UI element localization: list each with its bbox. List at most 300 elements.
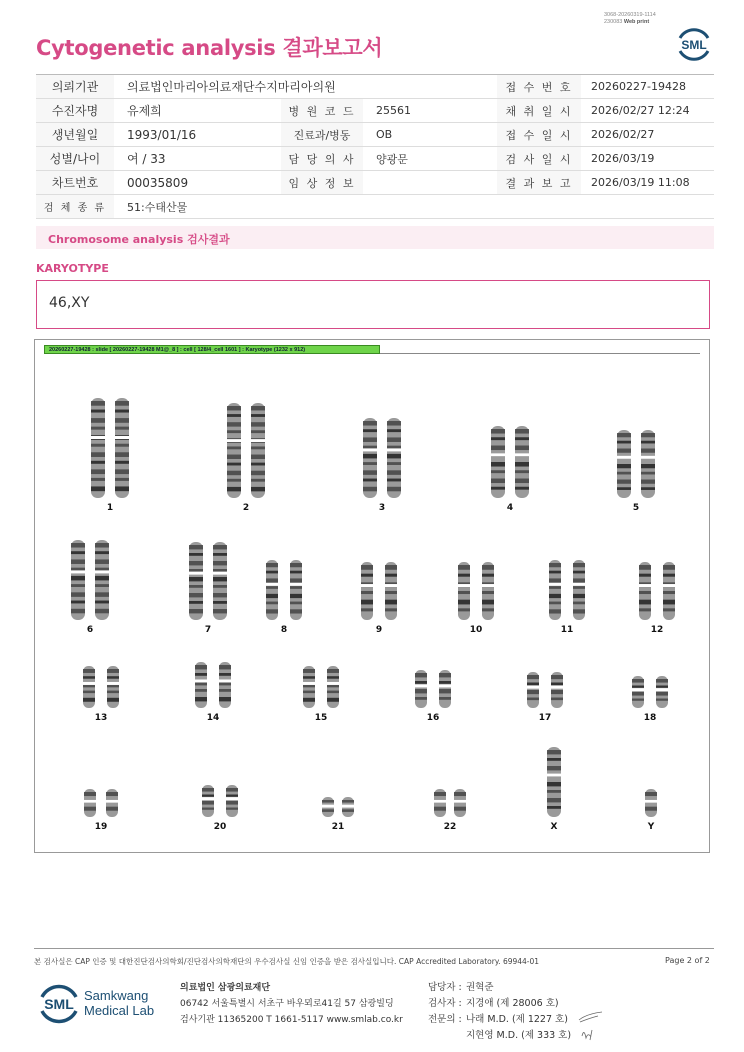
chromosome-band <box>385 565 397 570</box>
chromosome-band <box>551 675 563 679</box>
chromosome-band <box>303 698 315 702</box>
centromere <box>94 570 110 573</box>
chromosome-18 <box>631 676 669 723</box>
chromosome-band <box>515 437 529 440</box>
chromosome-band <box>251 479 265 482</box>
chromosome-band <box>663 591 675 594</box>
chromosome-band <box>226 795 238 797</box>
chromosome-band <box>91 444 105 447</box>
chromosome-band <box>639 600 651 605</box>
chromosome-band <box>227 463 241 466</box>
chromosome-band <box>251 487 265 491</box>
chromosome-band <box>195 689 207 692</box>
chromosome-band <box>639 574 651 577</box>
chromosome-17 <box>526 672 564 723</box>
dept-value: OB <box>376 128 393 141</box>
chromosome-5 <box>616 430 656 513</box>
sml-logo-bottom <box>36 980 82 1026</box>
chromosome-band <box>322 800 334 803</box>
chromosome-19 <box>83 789 119 832</box>
chromosome-band <box>115 452 129 457</box>
chromosome-band <box>491 429 505 434</box>
chromosome-band <box>195 665 207 669</box>
specialist-name-1: 나래 M.D. (제 1227 호) <box>466 1014 568 1025</box>
chromosome-band <box>226 801 238 805</box>
sex-label: 성별/나이 <box>36 147 114 170</box>
chromosome-label: 14 <box>206 713 220 723</box>
doctor-value: 양광문 <box>376 152 408 166</box>
chromosome-13 <box>82 666 120 723</box>
chromosome-6 <box>70 540 110 635</box>
chromosome-band <box>515 446 529 451</box>
chromosome-band <box>515 479 529 484</box>
chromosome-band <box>439 689 451 693</box>
chromosome-band <box>219 697 231 701</box>
chromosome-band <box>639 591 651 594</box>
chromosome-band <box>387 470 401 475</box>
receipt-no-label: 접 수 번 호 <box>497 75 581 98</box>
chromosome-band <box>491 479 505 484</box>
chromosome-band <box>656 686 668 688</box>
section-title: Chromosome analysis 검사결과 <box>36 226 714 249</box>
chromosome-band <box>71 568 85 571</box>
centromere <box>250 439 266 442</box>
chromosome-band <box>251 414 265 417</box>
chromosome-band <box>549 563 561 567</box>
chromosome-band <box>327 676 339 679</box>
chromosome-band <box>227 455 241 459</box>
centromere <box>644 800 658 803</box>
chromosome-label: 19 <box>94 822 108 832</box>
chromosome-7 <box>188 542 228 635</box>
chromosome-label: 7 <box>204 625 212 635</box>
chromosome-band <box>189 545 203 549</box>
centromere <box>341 805 355 808</box>
centromere <box>616 456 632 459</box>
centromere <box>83 800 97 803</box>
centromere <box>360 584 374 587</box>
chromosome-band <box>617 480 631 484</box>
chromosome-band <box>251 406 265 410</box>
test-date-value: 2026/03/19 <box>591 152 655 165</box>
chromosome-band <box>213 545 227 549</box>
chromosome-band <box>251 422 265 426</box>
chromosome-band <box>227 479 241 482</box>
chromosome-band <box>385 574 397 577</box>
chromosome-band <box>387 479 401 482</box>
receipt-date-value: 2026/02/27 <box>591 128 655 141</box>
chromosome-band <box>363 446 377 449</box>
print-code: 3068-20260319-1114 230083 Web print <box>604 12 656 25</box>
chromatid <box>115 398 129 498</box>
chromosome-band <box>202 795 214 797</box>
chromosome-band <box>439 673 451 677</box>
chromosome-band <box>439 681 451 684</box>
centromere <box>212 572 228 575</box>
page-number: Page 2 of 2 <box>665 956 710 965</box>
chromosome-band <box>189 577 203 581</box>
chromosome-band <box>547 758 561 761</box>
chromosome-band <box>227 446 241 449</box>
centromere <box>225 797 239 800</box>
chromosome-3 <box>362 418 402 513</box>
chromosome-band <box>434 792 446 796</box>
centromere <box>631 688 645 691</box>
chromosome-band <box>106 792 118 796</box>
chromosome-band <box>458 591 470 594</box>
chromosome-band <box>549 578 561 582</box>
chromosome-X <box>546 747 562 832</box>
page-title: Cytogenetic analysis 결과보고서 <box>36 36 383 60</box>
chromosome-band <box>547 798 561 802</box>
centromere <box>514 453 530 456</box>
chromosome-band <box>115 418 129 423</box>
chromosome-band <box>641 472 655 475</box>
chromosome-band <box>226 808 238 810</box>
chromosome-band <box>617 441 631 444</box>
chromosome-label: 5 <box>632 503 640 513</box>
chromosome-band <box>656 692 668 696</box>
chromosome-band <box>290 571 302 574</box>
chromosome-band <box>106 807 118 811</box>
centromere <box>662 584 676 587</box>
chromosome-band <box>549 609 561 613</box>
chromosome-band <box>266 609 278 613</box>
chromosome-band <box>342 809 354 812</box>
chromosome-band <box>387 487 401 492</box>
org-name: 의료법인 삼광의료재단 <box>180 983 271 993</box>
centromere <box>218 679 232 682</box>
chromosome-12 <box>638 562 676 635</box>
org-contact: 검사기관 11365200 T 1661-5117 www.smlab.co.kr <box>180 1015 403 1025</box>
info-row <box>36 75 714 99</box>
doctor-label: 담 당 의 사 <box>281 147 363 170</box>
chromosome-band <box>385 608 397 611</box>
test-date-label: 검 사 일 시 <box>497 147 581 170</box>
centromere <box>433 800 447 803</box>
chromosome-band <box>251 446 265 449</box>
chromosome-label: 8 <box>280 625 288 635</box>
chromosome-band <box>363 421 377 426</box>
chromosome-band <box>213 553 227 556</box>
chromosome-band <box>266 602 278 605</box>
chromosome-band <box>91 469 105 474</box>
chromosome-band <box>83 698 95 702</box>
chromosome-band <box>95 576 109 581</box>
chromosome-band <box>266 563 278 567</box>
centromere <box>201 797 215 800</box>
birth-value: 1993/01/16 <box>127 127 197 142</box>
centromere <box>194 679 208 682</box>
chromosome-label: 4 <box>506 503 514 513</box>
chromosome-band <box>663 608 675 611</box>
chromosome-band <box>189 553 203 556</box>
karyotype-result: 46,XY <box>36 280 710 329</box>
chromosome-band <box>573 602 585 605</box>
clinical-value <box>363 171 497 194</box>
chromosome-band <box>219 673 231 676</box>
chromosome-band <box>71 584 85 587</box>
chromosome-band <box>290 586 302 589</box>
chromosome-band <box>83 691 95 694</box>
requester-label: 의뢰기관 <box>36 75 114 98</box>
chromosome-band <box>71 543 85 548</box>
centromere <box>526 686 540 689</box>
chromosome-label: X <box>550 822 558 832</box>
chromosome-band <box>363 470 377 475</box>
patient-info-table <box>36 74 714 219</box>
chromosome-band <box>266 571 278 574</box>
accreditation-note: 본 검사실은 CAP 인증 및 대한진단검사의학회/진단검사의학재단의 우수검사실 신임 인증을 받은 검사실입니다. CAP Accredited Laboratory. 69944-01 <box>34 957 540 966</box>
chromosome-band <box>195 673 207 676</box>
chromosome-band <box>251 455 265 459</box>
chromatid <box>227 403 241 498</box>
chromosome-band <box>71 559 85 564</box>
chromosome-2 <box>226 403 266 513</box>
karyogram <box>35 340 711 854</box>
chromosome-band <box>515 470 529 473</box>
chromosome-Y <box>644 789 658 832</box>
chromosome-band <box>219 665 231 669</box>
chromosome-band <box>290 602 302 605</box>
chromosome-band <box>387 454 401 459</box>
chromosome-label: 20 <box>213 822 227 832</box>
chromosome-band <box>219 689 231 692</box>
chromosome-band <box>115 461 129 464</box>
centromere <box>572 583 586 586</box>
chart-label: 차트번호 <box>36 171 114 194</box>
chromosome-label: 9 <box>375 625 383 635</box>
centromere <box>289 583 303 586</box>
chromosome-band <box>115 486 129 491</box>
chromosome-band <box>361 600 373 605</box>
chromosome-band <box>363 429 377 432</box>
chromosome-4 <box>490 426 530 513</box>
chromosome-band <box>385 591 397 594</box>
chromosome-band <box>202 801 214 805</box>
collect-value: 2026/02/27 12:24 <box>591 104 690 117</box>
chromosome-band <box>95 543 109 548</box>
centromere <box>384 584 398 587</box>
chromosome-band <box>251 471 265 475</box>
specialist-name-2: 지현영 M.D. (제 333 호) <box>466 1030 572 1041</box>
chromosome-band <box>617 449 631 453</box>
chromosome-label: 11 <box>560 625 574 635</box>
chromosome-band <box>551 698 563 701</box>
chromosome-band <box>491 437 505 440</box>
report-label: 결 과 보 고 <box>497 171 581 194</box>
chromosome-band <box>266 586 278 589</box>
centromere <box>114 436 130 439</box>
chromosome-band <box>327 669 339 673</box>
chromosome-band <box>327 698 339 702</box>
chromosome-band <box>95 601 109 604</box>
centromere <box>481 584 495 587</box>
hospital-code-label: 병 원 코 드 <box>281 99 363 122</box>
chromosome-band <box>266 578 278 582</box>
karyogram-image <box>34 339 710 853</box>
chromosome-band <box>482 565 494 570</box>
chromosome-band <box>115 427 129 430</box>
svg-text:SML: SML <box>44 996 74 1012</box>
chromosome-band <box>84 807 96 811</box>
centromere <box>188 572 204 575</box>
patient-value: 유제희 <box>127 104 162 118</box>
chromosome-9 <box>360 562 398 635</box>
chromosome-band <box>573 586 585 589</box>
chromosome-label: 3 <box>378 503 386 513</box>
chromosome-band <box>361 608 373 611</box>
centromere <box>70 570 86 573</box>
chromosome-band <box>454 807 466 811</box>
chromosome-band <box>342 800 354 803</box>
chromosome-band <box>573 571 585 574</box>
tester-name: 지경애 (제 28006 호) <box>466 998 559 1009</box>
chromosome-band <box>439 697 451 700</box>
chromosome-band <box>189 609 203 613</box>
chromosome-band <box>91 452 105 457</box>
chromosome-band <box>454 792 466 796</box>
info-row <box>36 147 714 171</box>
chromosome-band <box>415 681 427 684</box>
chromosome-1 <box>90 398 130 513</box>
centromere <box>105 800 119 803</box>
chromosome-band <box>303 691 315 694</box>
chromosome-label: 6 <box>86 625 94 635</box>
chromosome-label: 12 <box>650 625 664 635</box>
chromosome-band <box>213 601 227 604</box>
chromosome-band <box>527 675 539 679</box>
chromosome-band <box>213 569 227 572</box>
chromosome-band <box>641 480 655 484</box>
chromosome-label: 15 <box>314 713 328 723</box>
chromosome-band <box>251 463 265 466</box>
chromosome-band <box>515 487 529 490</box>
centromere <box>548 583 562 586</box>
image-caption-bar: 20260227-19428 : slide [ 20260227-19428 M1@_8 ] : cell [ 128/4_cell 1601 ] : Karyotype (1232 x 912) <box>44 345 380 354</box>
chromosome-band <box>91 461 105 464</box>
chromosome-label: 16 <box>426 713 440 723</box>
chromosome-label: 2 <box>242 503 250 513</box>
chromosome-band <box>84 792 96 796</box>
chromosome-band <box>361 591 373 594</box>
info-row <box>36 123 714 147</box>
report-value: 2026/03/19 11:08 <box>591 176 690 189</box>
chromosome-band <box>213 609 227 613</box>
centromere <box>265 583 279 586</box>
chromosome-label: 17 <box>538 713 552 723</box>
chromosome-band <box>189 601 203 604</box>
chromosome-band <box>491 487 505 490</box>
chromosome-band <box>527 698 539 701</box>
chromosome-band <box>573 578 585 582</box>
centromere <box>438 684 452 687</box>
centromere <box>655 688 669 691</box>
staff-info: 담당자 : 권혁준 검사자 : 지경애 (제 28006 호) 전문의 : 나래 M.D. (제 1227 호) 지현영 M.D. (제 333 호) <box>428 980 571 1044</box>
chromosome-band <box>363 454 377 459</box>
chromosome-band <box>213 561 227 565</box>
chromosome-band <box>549 586 561 589</box>
chromosome-band <box>227 422 241 426</box>
centromere <box>321 805 335 808</box>
chromosome-band <box>663 574 675 577</box>
chromosome-band <box>482 608 494 611</box>
centromere <box>550 686 564 689</box>
chromosome-band <box>547 750 561 754</box>
chromosome-band <box>115 444 129 447</box>
chromosome-band <box>434 807 446 811</box>
centromere <box>106 682 120 685</box>
chromosome-band <box>573 594 585 598</box>
chromosome-band <box>107 669 119 673</box>
chromosome-band <box>387 462 401 465</box>
chromosome-band <box>656 699 668 701</box>
chromosome-band <box>549 594 561 598</box>
chromosome-label: 10 <box>469 625 483 635</box>
specimen-label: 검 체 종 류 <box>36 195 114 218</box>
chromosome-band <box>387 421 401 426</box>
chromosome-band <box>482 600 494 605</box>
centromere <box>490 453 506 456</box>
chromosome-band <box>115 401 129 406</box>
chromosome-band <box>458 608 470 611</box>
chromosome-band <box>361 565 373 570</box>
centromere <box>90 436 106 439</box>
chromosome-band <box>641 449 655 453</box>
centromere <box>386 448 402 451</box>
chromosome-band <box>641 464 655 468</box>
chromosome-band <box>83 669 95 673</box>
chromosome-band <box>71 592 85 597</box>
chromosome-band <box>227 414 241 417</box>
chromosome-14 <box>194 662 232 723</box>
chromosome-band <box>458 565 470 570</box>
chromosome-band <box>189 569 203 572</box>
chromosome-band <box>549 571 561 574</box>
chromosome-band <box>189 585 203 588</box>
chromosome-label: 22 <box>443 822 457 832</box>
chromosome-band <box>549 602 561 605</box>
chromosome-10 <box>457 562 495 635</box>
chromosome-band <box>363 479 377 482</box>
clinical-label: 임 상 정 보 <box>281 171 363 194</box>
chromosome-band <box>95 609 109 614</box>
chromosome-8 <box>265 560 303 635</box>
chromosome-band <box>482 574 494 577</box>
footer-divider <box>34 948 714 949</box>
chromosome-band <box>363 462 377 465</box>
chromosome-band <box>632 692 644 696</box>
chromosome-band <box>639 565 651 570</box>
chromosome-band <box>303 669 315 673</box>
chromosome-band <box>632 699 644 701</box>
chromosome-band <box>95 568 109 571</box>
chromosome-band <box>515 462 529 467</box>
chromosome-16 <box>414 670 452 723</box>
chromosome-21 <box>321 797 355 832</box>
chromosome-band <box>632 686 644 688</box>
centromere <box>638 584 652 587</box>
chromosome-band <box>227 430 241 433</box>
chromosome-band <box>290 578 302 582</box>
chromosome-band <box>115 410 129 413</box>
chromosome-band <box>656 679 668 683</box>
chromosome-band <box>491 470 505 473</box>
chromosome-band <box>189 593 203 597</box>
chromosome-band <box>491 446 505 451</box>
chromosome-band <box>71 551 85 554</box>
chromosome-band <box>71 576 85 581</box>
